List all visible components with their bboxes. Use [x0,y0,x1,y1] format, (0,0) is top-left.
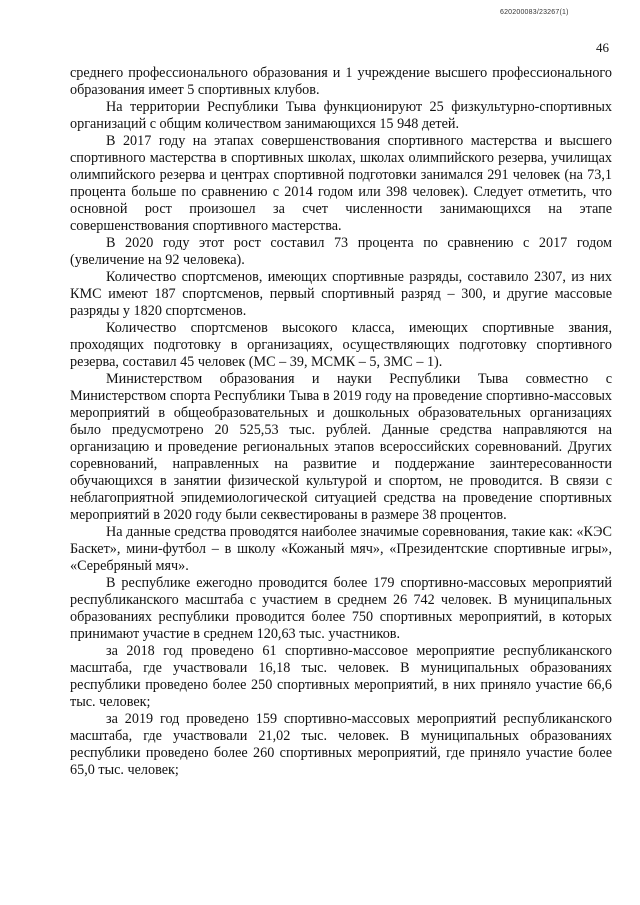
paragraph: среднего профессионального образования и 1 учреждение высшего профессионального образования имеет 5 спортивных клубов. [70,65,612,98]
paragraph: за 2018 год проведено 61 спортивно-массовое мероприятие республиканского масштаба, где участвовали 16,18 тыс. человек. В муниципальных образованиях республики проведено более 250 спортивных мероприятий, в них приняло участие 66,6 тыс. человек; [70,643,612,710]
paragraph: На территории Республики Тыва функционируют 25 физкультурно-спортивных организаций с общим количеством занимающихся 15 948 детей. [70,99,612,132]
document-id: 620200083/23267(1) [500,9,569,16]
paragraph: Министерством образования и науки Республики Тыва совместно с Министерством спорта Республики Тыва в 2019 году на проведение спортивно-массовых мероприятий в общеобразовательных и дошкольных образовательных организациях было предусмотрено 20 525,53 тыс. рублей. Данные средства направляются на организацию и проведение региональных этапов всероссийских соревнований. Других соревнований, направленных на развитие и поддержание заинтересованности обучающихся в занятии физической культурой и спортом, не проводится. В связи с неблагоприятной эпидемиологической ситуацией средства на проведение спортивных мероприятий в 2020 году были секвестированы в размере 38 процентов. [70,371,612,523]
paragraph: На данные средства проводятся наиболее значимые соревнования, такие как: «КЭС Баскет», мини-футбол – в школу «Кожаный мяч», «Президентские спортивные игры», «Серебряный мяч». [70,524,612,574]
body-text [70,65,612,779]
paragraph: В 2017 году на этапах совершенствования спортивного мастерства и высшего спортивного мастерства в спортивных школах, школах олимпийского резерва, училищах олимпийского резерва и центрах спортивной подготовки занимался 291 человек (на 73,1 процента больше по сравнению с 2014 годом или 398 человек). Следует отметить, что основной рост произошел за счет численности занимающихся на этапе совершенствования спортивного мастерства. [70,133,612,234]
paragraph: В республике ежегодно проводится более 179 спортивно-массовых мероприятий республиканского масштаба с участием в среднем 26 742 человек. В муниципальных образованиях республики проводится более 750 спортивных мероприятий, в которых принимают участие в среднем 120,63 тыс. участников. [70,575,612,642]
paragraph: Количество спортсменов, имеющих спортивные разряды, составило 2307, из них КМС имеют 187 спортсменов, первый спортивный разряд – 300, и другие массовые разряды у 1820 спортсменов. [70,269,612,319]
page-number: 46 [596,40,609,55]
paragraph: Количество спортсменов высокого класса, имеющих спортивные звания, проходящих подготовку в организациях, осуществляющих подготовку спортивного резерва, составил 45 человек (МС – 39, МСМК – 5, ЗМС – 1). [70,320,612,370]
paragraph: В 2020 году этот рост составил 73 процента по сравнению с 2017 годом (увеличение на 92 человека). [70,235,612,268]
paragraph: за 2019 год проведено 159 спортивно-массовых мероприятий республиканского масштаба, где участвовали 21,02 тыс. человек. В муниципальных образованиях республики проведено более 260 спортивных мероприятий, где приняло участие более 65,0 тыс. человек; [70,711,612,778]
